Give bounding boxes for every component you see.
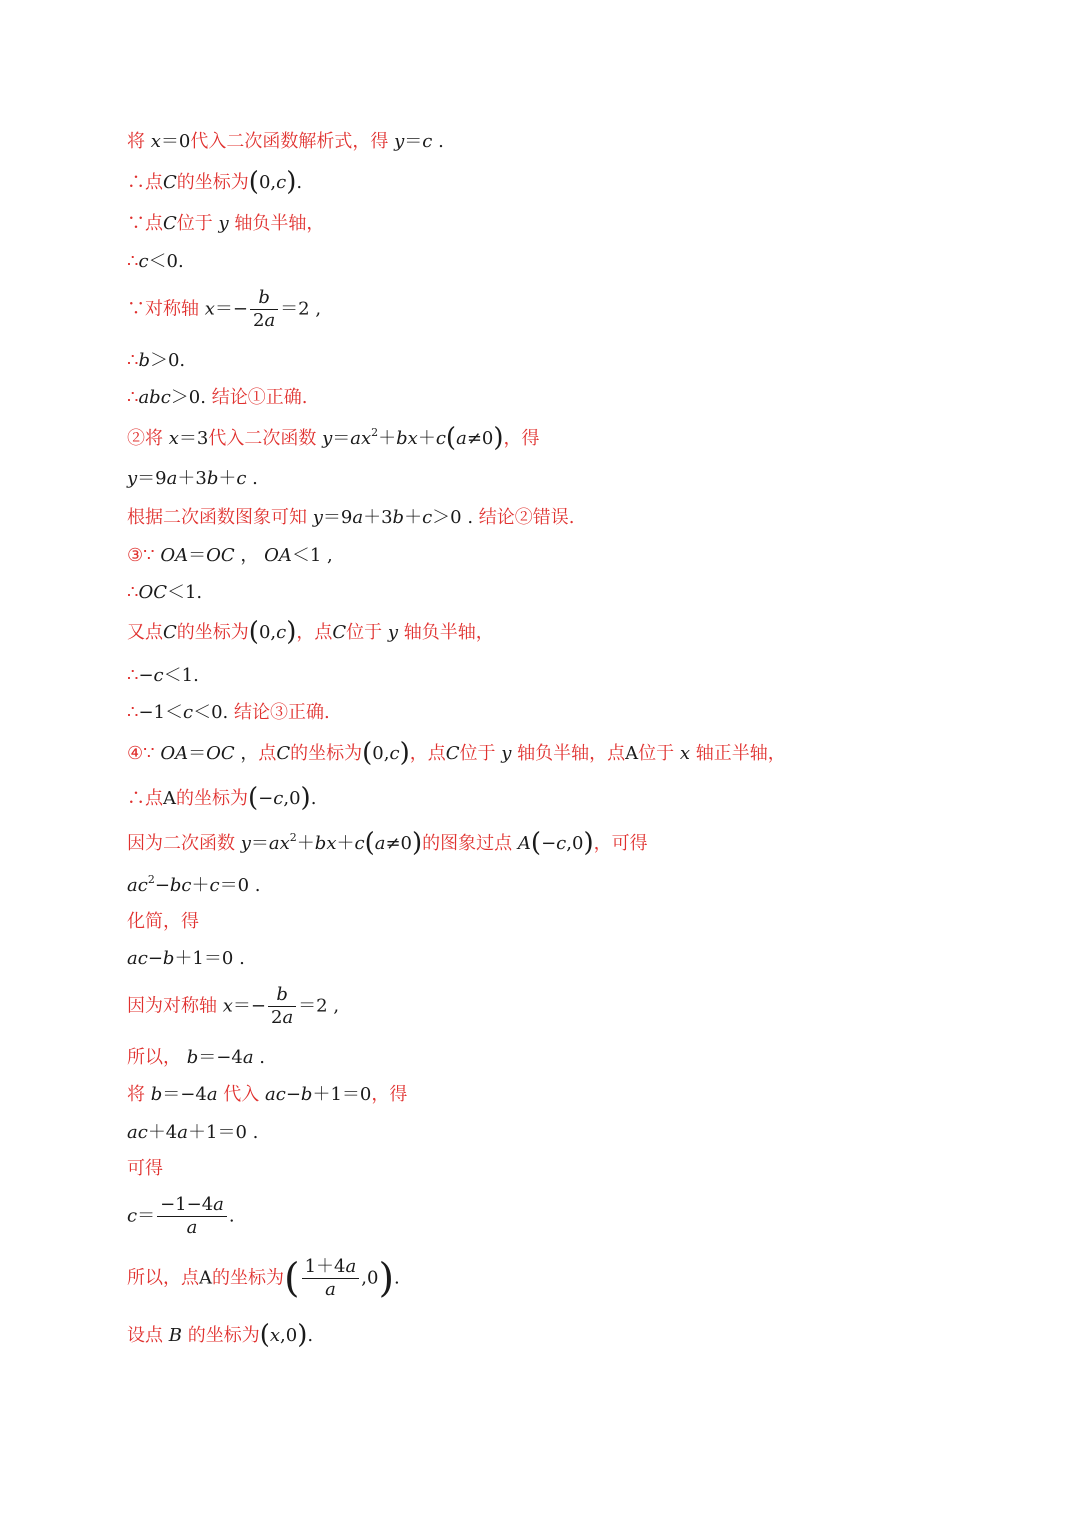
line-22: 因为对称轴 x＝− $\frac{b}{2a}$ ＝2 , (127, 984, 340, 1028)
line-18: 因为二次函数 $y=ax^2+bx+c(a\ne 0)$的图象过点 A(−c,0)，可得 (127, 828, 648, 858)
line-19: $ac^2-bc+c=0$ . (127, 873, 261, 896)
line-1: 将 x＝0代入二次函数解析式，得 y＝c . (127, 131, 444, 152)
line-28: 所以，点A的坐标为( $\frac{1+4a}{a}$ ,0). (127, 1255, 400, 1302)
line-7: ∴abc＞0. 结论①正确. (127, 387, 308, 408)
line-17: ∴点A的坐标为(−c,0). (127, 783, 317, 813)
line-3: ∵点C位于 y 轴负半轴， (127, 213, 325, 234)
line-15: ∴−1＜c＜0. 结论③正确. (127, 702, 330, 723)
line-5: ∵对称轴 x＝− $\frac{b}{2a}$ ＝2 , (127, 287, 322, 331)
line-6: ∴b＞0. (127, 350, 186, 371)
line-25: ac＋4a＋1＝0 . (127, 1122, 259, 1143)
line-27: c＝ $\frac{-1-4a}{a}$ . (127, 1194, 235, 1238)
fraction: $\frac{1+4a}{a}$ (302, 1256, 360, 1301)
line-16: ④∵ OA＝OC ，点C的坐标为(0,c)，点C位于 y 轴负半轴，点A位于 x 轴正半轴， (127, 738, 786, 768)
line-24: 将 b＝−4a 代入 ac−b＋1＝0，得 (127, 1084, 408, 1105)
line-10: 根据二次函数图象可知 y＝9a＋3b＋c＞0 . 结论②错误. (127, 507, 575, 528)
line-11: ③∵ OA＝OC ， OA＜1 , (127, 545, 333, 566)
line-20: 化简，得 (127, 911, 199, 932)
line-14: ∴−c＜1. (127, 665, 199, 686)
line-9: y＝9a＋3b＋c . (127, 468, 258, 489)
line-21: ac−b＋1＝0 . (127, 948, 245, 969)
line-13: 又点C的坐标为(0,c)，点C位于 y 轴负半轴， (127, 617, 494, 647)
line-12: ∴OC＜1. (127, 582, 203, 603)
line-8: ②将 x＝3代入二次函数 $y=ax^2+bx+c(a\ne 0)$，得 (127, 423, 540, 453)
fraction: $\frac{b}{2a}$ (250, 287, 278, 332)
fraction: $\frac{b}{2a}$ (268, 984, 296, 1029)
line-23: 所以， b＝−4a . (127, 1047, 265, 1068)
line-26: 可得 (127, 1158, 163, 1179)
line-2: ∴点C的坐标为(0,c). (127, 167, 303, 197)
line-4: ∴c＜0. (127, 251, 184, 272)
line-29: 设点 B 的坐标为(x,0). (127, 1320, 314, 1350)
fraction: $\frac{-1-4a}{a}$ (157, 1194, 227, 1239)
